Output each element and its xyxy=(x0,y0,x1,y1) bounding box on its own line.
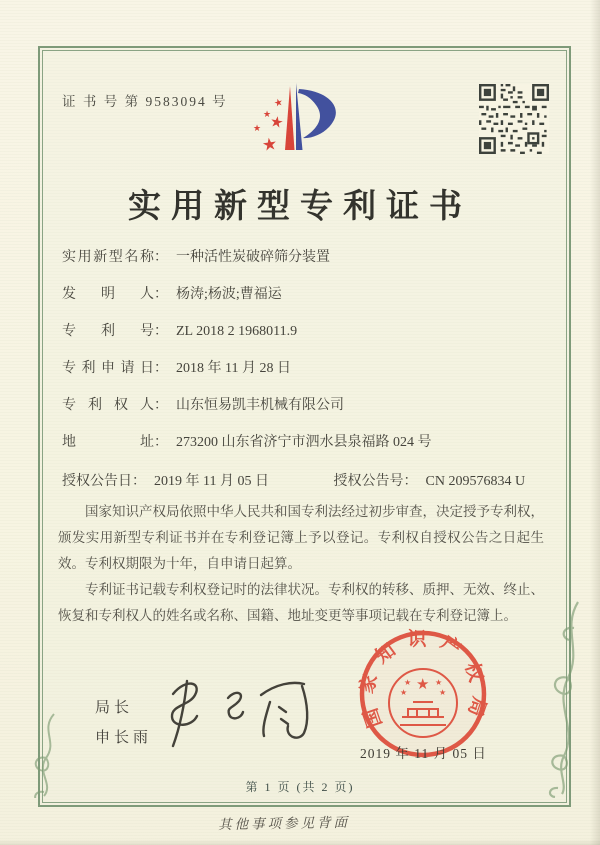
svg-text:★: ★ xyxy=(272,96,285,110)
field-label: 发明人 xyxy=(62,287,154,302)
field-label: 专利申请日 xyxy=(62,361,154,376)
handwritten-signature-icon xyxy=(158,674,358,752)
field-value: 273200 山东省济宁市泗水县泉福路 024 号 xyxy=(176,435,432,450)
field-value: 山东恒易凯丰机械有限公司 xyxy=(176,398,344,413)
field-value: 一种活性炭破碎筛分装置 xyxy=(176,250,330,265)
page-number: 第 1 页 (共 2 页) xyxy=(245,780,355,794)
scan-edge-right xyxy=(590,0,600,845)
field-colon: ： xyxy=(154,435,168,450)
grant-no-value: CN 209576834 U xyxy=(425,474,526,489)
field-row-inventors xyxy=(62,285,540,304)
field-colon: ： xyxy=(132,474,146,489)
director-title: 局长 xyxy=(95,700,134,716)
certificate-title: 实用新型专利证书 xyxy=(128,189,472,225)
field-row-patentee xyxy=(62,396,540,415)
field-colon: ： xyxy=(154,250,168,265)
grant-date-label: 授权公告日 xyxy=(62,474,132,489)
field-value: ZL 2018 2 1968011.9 xyxy=(176,324,298,339)
field-row-address xyxy=(62,433,540,452)
scan-edge-bottom xyxy=(0,839,600,845)
field-row-name xyxy=(62,248,540,267)
svg-text:★: ★ xyxy=(416,675,430,693)
field-colon: ： xyxy=(403,474,418,489)
corner-ornament-bottom-right xyxy=(524,598,588,798)
qr-code xyxy=(479,84,549,154)
body-paragraph-2: 专利证书记载专利权登记时的法律状况。专利权的转移、质押、无效、终止、恢复和专利权人的姓名或名称、国籍、地址变更等事项记载在专利登记簿上。 xyxy=(58,582,544,623)
svg-text:★: ★ xyxy=(263,110,272,120)
field-label: 专利权人 xyxy=(62,398,154,413)
field-label: 实用新型名称 xyxy=(62,250,154,265)
field-row-patent-no xyxy=(62,322,540,341)
seal-date: 2019 年 11 月 05 日 xyxy=(360,746,487,761)
grant-no-label: 授权公告号 xyxy=(333,474,404,489)
director-name: 申长雨 xyxy=(95,730,153,746)
field-colon: ： xyxy=(154,287,168,302)
logo-red-wedge xyxy=(285,86,295,150)
field-row-filing-date xyxy=(62,359,540,378)
grant-row xyxy=(62,470,562,490)
grant-number xyxy=(334,474,526,489)
field-value: 杨涛;杨波;曹福运 xyxy=(176,287,282,302)
seal-ring-label: 国家知识产权局 xyxy=(356,629,490,731)
svg-text:★: ★ xyxy=(260,134,279,157)
field-colon: ： xyxy=(154,398,168,413)
cnipa-logo-icon xyxy=(228,70,373,182)
certificate-number: 证 书 号 第 9583094 号 xyxy=(62,94,228,109)
svg-text:★: ★ xyxy=(253,124,262,134)
svg-text:★: ★ xyxy=(404,678,412,687)
field-list xyxy=(62,248,540,470)
back-note: 其他事项参见背面 xyxy=(217,814,351,833)
field-colon: ： xyxy=(154,361,168,376)
grant-date xyxy=(62,470,330,490)
svg-text:★: ★ xyxy=(400,688,408,697)
corner-ornament-bottom-left xyxy=(24,712,76,798)
body-text xyxy=(58,499,544,629)
svg-text:★: ★ xyxy=(268,111,285,132)
logo-blue-bowl xyxy=(298,89,336,138)
svg-text:★: ★ xyxy=(439,688,447,697)
official-seal-icon xyxy=(356,627,490,761)
field-value: 2018 年 11 月 28 日 xyxy=(176,361,291,376)
grant-date-value: 2019 年 11 月 05 日 xyxy=(154,474,269,489)
field-label: 专利号 xyxy=(62,324,154,339)
body-paragraph-1: 国家知识产权局依照中华人民共和国专利法经过初步审查，决定授予专利权，颁发实用新型专利证书并在专利登记簿上予以登记。专利权自授权公告之日起生效。专利权期限为十年，自申请日起算。 xyxy=(58,504,544,571)
field-label: 地址 xyxy=(62,435,154,450)
field-colon: ： xyxy=(154,324,168,339)
svg-text:★: ★ xyxy=(435,678,443,687)
signer-block xyxy=(95,693,152,753)
